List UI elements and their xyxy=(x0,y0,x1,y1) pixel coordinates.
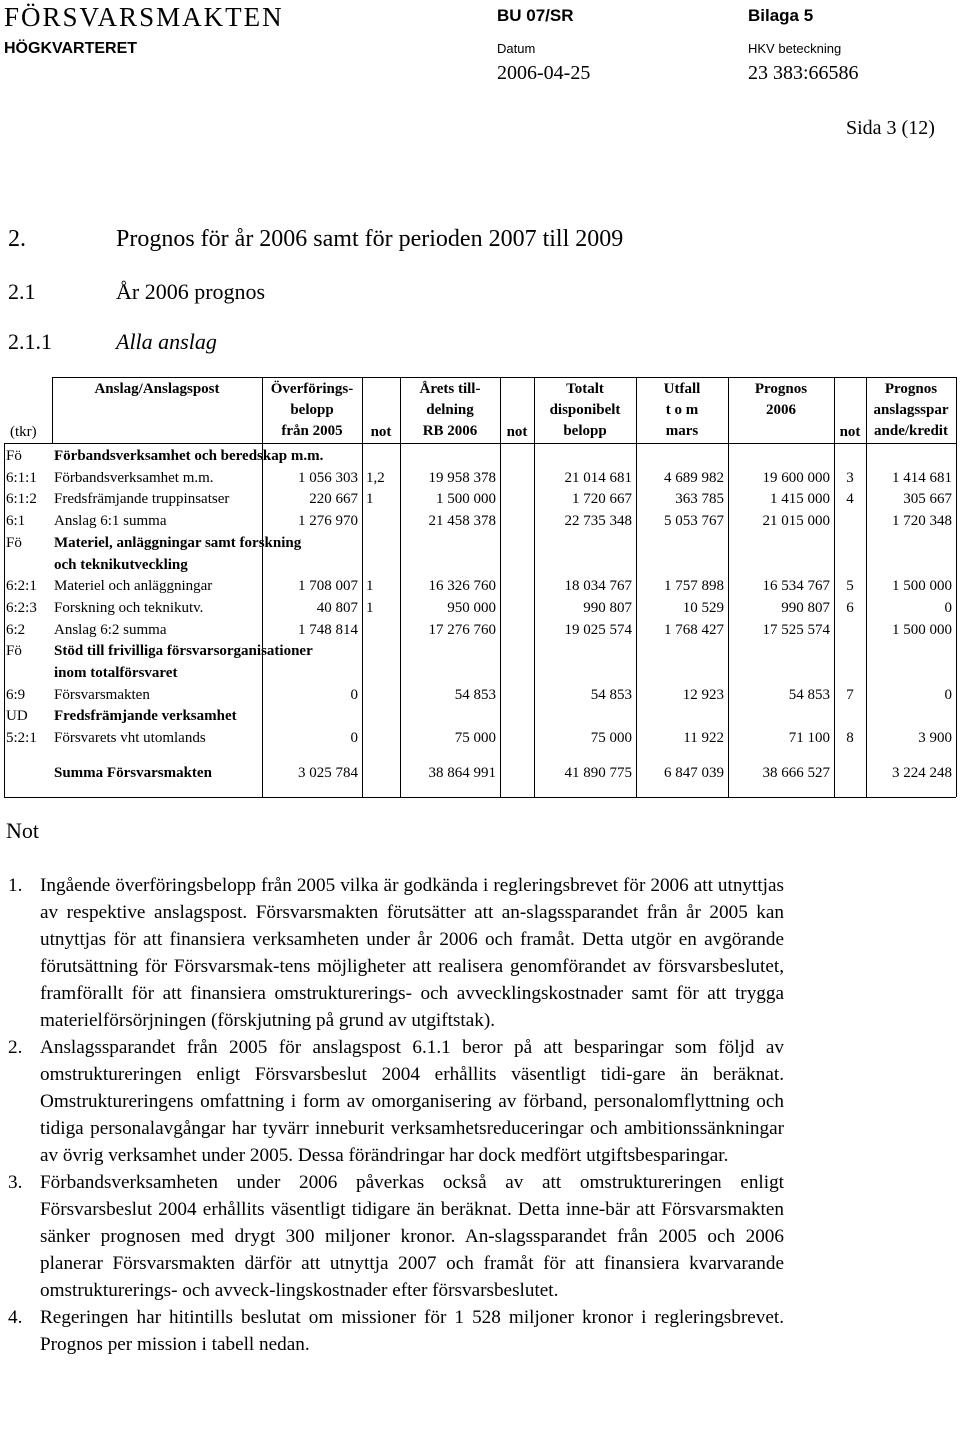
cell-utf: 1 768 427 xyxy=(664,621,724,638)
header-prognos-2006: Prognos 2006 xyxy=(754,381,808,418)
note-item xyxy=(8,1169,784,1304)
cell-spar: 0 xyxy=(944,686,952,703)
header-not-3: not xyxy=(839,424,861,440)
note-text: Ingående överföringsbelopp från 2005 vilka är godkända i regleringsbrevet för 2006 att utnyttjas av respektive anslagspost. Försvarsmakten förutsätter att an-slagssparandet från år 2005 kan utnyttjas för att finansiera verksamheten under år 2006 och framåt. Detta utgör en avgörande förutsättning för Försvarsmak-tens möjligheter att realisera genomförandet av försvarsbeslutet, framförallt för att finansiera omstrukturerings- och avvecklingskostnader samt för att trygga materielförsörjningen (förskjutning på grund av utgiftstak). xyxy=(40,875,784,1031)
total-prog: 38 666 527 xyxy=(762,764,830,781)
appendix-label: Bilaga 5 xyxy=(748,6,814,25)
notes-list xyxy=(8,872,784,1358)
cell-code: 6:9 xyxy=(6,686,26,703)
cell-n1: 1 xyxy=(366,491,374,508)
table-row xyxy=(4,705,956,727)
note-number: 1. xyxy=(8,875,23,896)
table-row xyxy=(4,554,956,576)
cell-spar: 1 500 000 xyxy=(892,621,952,638)
total-spar: 3 224 248 xyxy=(892,764,952,781)
cell-code: UD xyxy=(6,708,28,725)
org-unit: HÖGKVARTERET xyxy=(4,40,138,57)
cell-code: Fö xyxy=(6,534,22,551)
cell-utf: 363 785 xyxy=(675,491,724,508)
header-utfall: Utfall t o m mars xyxy=(663,381,701,439)
cell-utf: 10 529 xyxy=(682,599,724,616)
cell-tot: 54 853 xyxy=(590,686,632,703)
heading-prognos: Prognos för år 2006 samt för perioden 2007 till 2009 xyxy=(116,226,624,252)
cell-utf: 5 053 767 xyxy=(664,513,724,530)
cell-n3: 8 xyxy=(846,730,854,747)
reference-number: 23 383:66586 xyxy=(748,62,859,84)
cell-prog: 16 534 767 xyxy=(762,578,830,595)
cell-name: Fredsfrämjande truppinsatser xyxy=(54,491,230,508)
table-row xyxy=(4,488,956,510)
cell-name: Försvarets vht utomlands xyxy=(54,730,206,747)
cell-code: 6:2:1 xyxy=(6,578,37,595)
document-id: BU 07/SR xyxy=(497,6,574,25)
cell-arets: 17 276 760 xyxy=(428,621,496,638)
table-row xyxy=(4,575,956,597)
table-row xyxy=(4,684,956,706)
cell-spar: 1 500 000 xyxy=(892,578,952,595)
note-item xyxy=(8,1034,784,1169)
cell-ov: 1 276 970 xyxy=(298,513,358,530)
cell-utf: 11 922 xyxy=(683,730,724,747)
cell-n1: 1 xyxy=(366,578,374,595)
cell-code: 6:1:1 xyxy=(6,469,37,486)
cell-prog: 71 100 xyxy=(788,730,830,747)
cell-n3: 3 xyxy=(846,469,854,486)
cell-n3: 5 xyxy=(846,578,854,595)
cell-arets: 21 458 378 xyxy=(428,513,496,530)
cell-prog: 17 525 574 xyxy=(762,621,830,638)
org-name: FÖRSVARSMAKTEN xyxy=(4,2,284,32)
cell-arets: 950 000 xyxy=(447,599,496,616)
cell-tot: 18 034 767 xyxy=(564,578,632,595)
table-row xyxy=(4,467,956,489)
note-number: 3. xyxy=(8,1172,23,1193)
cell-code: 6:1:2 xyxy=(6,491,37,508)
cell-ov: 220 667 xyxy=(309,491,358,508)
cell-ov: 1 056 303 xyxy=(298,469,358,486)
note-text: Regeringen har hitintills beslutat om missioner för 1 528 miljoner kronor i regleringsbrevet. Prognos per mission i tabell nedan. xyxy=(40,1307,784,1355)
cell-n3: 4 xyxy=(846,491,854,508)
table-total-row xyxy=(4,762,956,784)
cell-utf: 4 689 982 xyxy=(664,469,724,486)
cell-ov: 0 xyxy=(350,686,358,703)
cell-arets: 19 958 378 xyxy=(428,469,496,486)
note-number: 2. xyxy=(8,1037,23,1058)
cell-name: Förbandsverksamhet m.m. xyxy=(54,469,214,486)
cell-tot: 990 807 xyxy=(583,599,632,616)
cell-prog: 21 015 000 xyxy=(762,513,830,530)
cell-tot: 75 000 xyxy=(590,730,632,747)
cell-prog: 19 600 000 xyxy=(762,469,830,486)
cell-prog: 990 807 xyxy=(781,599,830,616)
header-overforings: Överförings- belopp från 2005 xyxy=(270,381,354,439)
table-row xyxy=(4,727,956,749)
cell-name: Forskning och teknikutv. xyxy=(54,599,204,616)
cell-arets: 1 500 000 xyxy=(436,491,496,508)
header-tkr: (tkr) xyxy=(10,424,37,440)
total-ov: 3 025 784 xyxy=(298,764,358,781)
header-totalt: Totalt disponibelt belopp xyxy=(549,381,621,439)
cell-code: Fö xyxy=(6,643,22,660)
cell-ov: 1 708 007 xyxy=(298,578,358,595)
total-tot: 41 890 775 xyxy=(564,764,632,781)
cell-tot: 22 735 348 xyxy=(564,513,632,530)
heading-number-2-1-1: 2.1.1 xyxy=(8,329,52,354)
cell-arets: 54 853 xyxy=(454,686,496,703)
note-item xyxy=(8,872,784,1034)
cell-name: Materiel, anläggningar samt forskning xyxy=(54,534,302,551)
cell-spar: 0 xyxy=(944,599,952,616)
cell-ov: 0 xyxy=(350,730,358,747)
cell-n3: 6 xyxy=(846,599,854,616)
cell-name: inom totalförsvaret xyxy=(54,665,178,681)
cell-prog: 54 853 xyxy=(788,686,830,703)
cell-name: Försvarsmakten xyxy=(54,686,150,703)
cell-name: Anslag 6:1 summa xyxy=(54,513,167,530)
cell-code: 6:2:3 xyxy=(6,599,37,616)
document-date: 2006-04-25 xyxy=(497,62,591,84)
cell-code: 5:2:1 xyxy=(6,730,37,747)
cell-utf: 1 757 898 xyxy=(664,578,724,595)
cell-spar: 3 900 xyxy=(918,730,952,747)
cell-arets: 16 326 760 xyxy=(428,578,496,595)
notes-heading: Not xyxy=(6,818,39,843)
date-label: Datum xyxy=(497,41,536,56)
cell-name: Fredsfrämjande verksamhet xyxy=(54,708,237,725)
cell-utf: 12 923 xyxy=(682,686,724,703)
cell-spar: 1 414 681 xyxy=(892,469,952,486)
cell-tot: 19 025 574 xyxy=(564,621,632,638)
cell-prog: 1 415 000 xyxy=(770,491,830,508)
heading-alla-anslag: Alla anslag xyxy=(116,329,217,354)
note-item xyxy=(8,1304,784,1358)
heading-number-2-1: 2.1 xyxy=(8,279,36,304)
cell-code: 6:1 xyxy=(6,513,26,530)
note-text: Anslagssparandet från 2005 för anslagspost 6.1.1 beror på att besparingar som följd av omstruktureringen enligt Försvarsbeslut 2004 erhållits väsentligt tidi-gare än beräknat. Omstruktureringens omfattning i form av omorganisering av förband, personalomflyttning och tidiga personalavgångar har tyvärr inneburit verksamhetsreduceringar och ambitionssänkningar av övrig verksamhet under 2005. Dessa förändringar har dock medfört utgiftsbesparingar. xyxy=(40,1037,784,1166)
total-name: Summa Försvarsmakten xyxy=(54,764,212,781)
cell-name: Förbandsverksamhet och beredskap m.m. xyxy=(54,448,324,464)
header-arets-tilldelning: Årets till- delning RB 2006 xyxy=(419,381,481,439)
page-number: Sida 3 (12) xyxy=(846,117,935,139)
header-prognos-sparande: Prognos anslagsspar ande/kredit xyxy=(873,381,949,439)
cell-spar: 305 667 xyxy=(903,491,952,508)
cell-ov: 1 748 814 xyxy=(298,621,358,638)
cell-n1: 1 xyxy=(366,599,374,616)
table-row xyxy=(4,510,956,532)
cell-code: Fö xyxy=(6,448,22,464)
cell-name: Stöd till frivilliga försvarsorganisationer xyxy=(54,643,313,660)
table-row xyxy=(4,662,956,684)
table-row xyxy=(4,619,956,641)
cell-code: 6:2 xyxy=(6,621,26,638)
cell-n1: 1,2 xyxy=(366,469,385,486)
cell-n3: 7 xyxy=(846,686,854,703)
cell-tot: 1 720 667 xyxy=(572,491,632,508)
header-not-2: not xyxy=(506,424,528,440)
cell-name: och teknikutveckling xyxy=(54,556,188,573)
cell-name: Materiel och anläggningar xyxy=(54,578,213,595)
total-utf: 6 847 039 xyxy=(664,764,724,781)
cell-ov: 40 807 xyxy=(316,599,358,616)
cell-spar: 1 720 348 xyxy=(892,513,952,530)
table-row xyxy=(4,532,956,554)
heading-number-2: 2. xyxy=(8,226,26,252)
note-text: Förbandsverksamheten under 2006 påverkas också av att omstruktureringen enligt Försvarsbeslut 2004 erhållits väsentligt tidigare än beräknat. Detta inne-bär att Försvarsmakten sänker prognosen med drygt 300 miljoner kronor. An-slagssparandet från 2005 och 2006 planerar Försvarsmakten därför att utnyttja 2007 och framåt för att finansiera kvarvarande omstrukturerings- och avveck-lingskostnader efter försvarsbeslutet. xyxy=(40,1172,784,1301)
reference-label: HKV beteckning xyxy=(748,41,842,56)
cell-name: Anslag 6:2 summa xyxy=(54,621,167,638)
table-row xyxy=(4,597,956,619)
cell-tot: 21 014 681 xyxy=(564,469,632,486)
header-not-1: not xyxy=(370,424,392,440)
cell-arets: 75 000 xyxy=(454,730,496,747)
heading-ar-2006: År 2006 prognos xyxy=(116,279,266,304)
note-number: 4. xyxy=(8,1307,23,1328)
table-row xyxy=(4,640,956,662)
total-arets: 38 864 991 xyxy=(428,764,496,781)
table-row xyxy=(4,445,956,467)
header-anslag: Anslag/Anslagspost xyxy=(94,381,220,397)
